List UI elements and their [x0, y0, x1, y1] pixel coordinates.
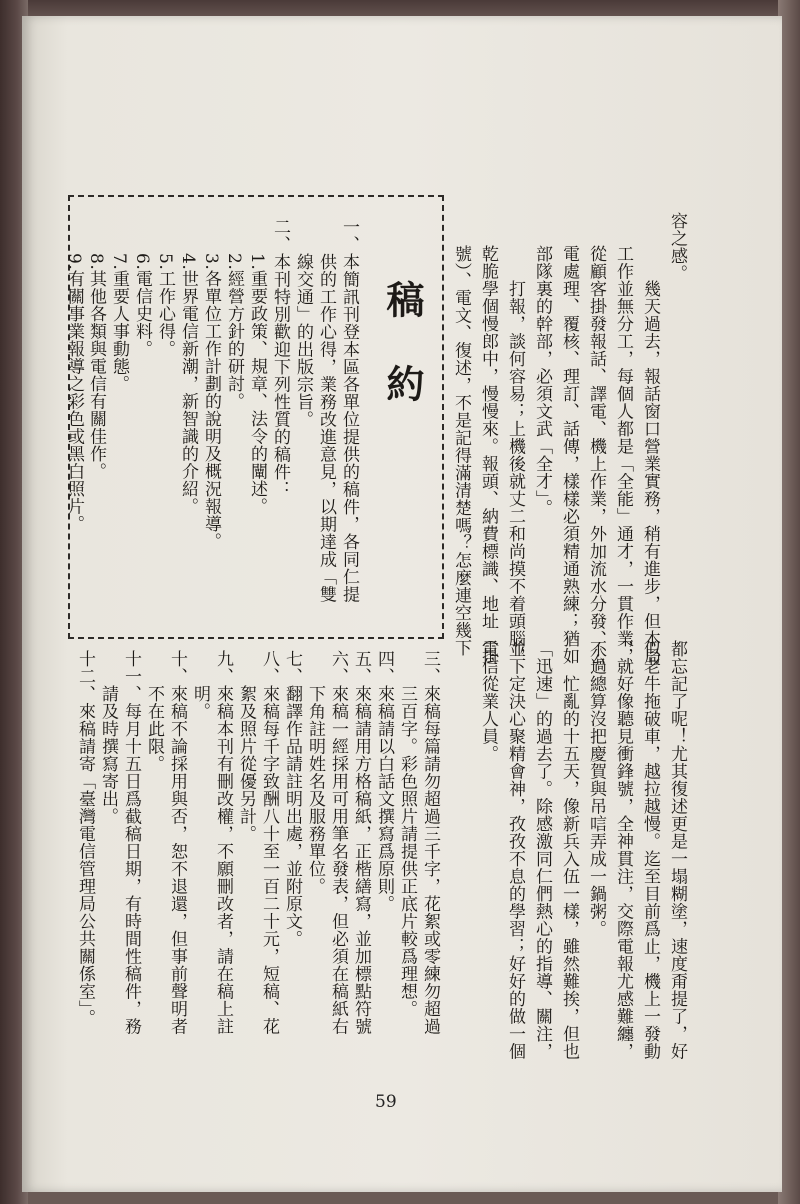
text-column: 8.其他各類與電信有關佳作。: [86, 218, 106, 481]
text-column: 幾天過去，報話窗口營業實務，稍有進步，但本局: [640, 245, 660, 665]
text-column: ，就好像聽見衝鋒號，全神貫注，交際電報尤感難纏，: [613, 640, 633, 1060]
text-column: 並下定決心聚精會神，孜孜不息的學習；好好的做一個: [505, 640, 525, 1060]
text-column: 9.有關事業報導之彩色或黑白照片。: [64, 218, 84, 533]
text-column: 三、來稿每篇請勿超過三千字，花絮或零練勿超過: [420, 650, 440, 1035]
text-column: 乾脆學個慢郎中，慢慢來。報頭、納費標識、地址（掛: [478, 245, 498, 665]
text-column: 6.電信史料。: [132, 218, 152, 358]
text-column: 線交通」的出版宗旨。: [293, 218, 313, 428]
text-column: 部隊裏的幹部，必須文武「全才」。: [532, 245, 552, 517]
text-column: 八、來稿每千字致酬八十至一百二十元，短稿、花: [259, 650, 279, 1035]
text-column: 7.重要人事動態。: [109, 218, 129, 393]
text-column: 打報，談何容易；上機後就丈二和尚摸不着頭腦，: [505, 245, 525, 665]
text-column: 工作並無分工，每個人都是「全能」通才，一貫作業，: [613, 245, 633, 665]
text-column: 號）、電文、復述，不是記得滿清楚嗎？怎麼連空幾下: [451, 245, 471, 657]
text-column: 三百字。彩色照片請提供正底片較爲理想。: [397, 650, 417, 1018]
text-column: 十一、每月十五日爲截稿日期，有時間性稿件，務: [121, 650, 141, 1035]
text-column: 下角註明姓名及服務單位。: [305, 650, 325, 895]
text-column: 明。: [190, 650, 210, 720]
notice-heading: 稿約: [380, 280, 425, 448]
text-column: 十、來稿不論採用與否，恕不退還，但事前聲明者: [167, 650, 187, 1035]
text-column: 忙亂的十五天，像新兵入伍一樣，雖然難挨，但也: [559, 640, 579, 1060]
text-column: 1.重要政策、規章、法令的闡述。: [247, 218, 267, 516]
text-column: 請及時撰寫寄出。: [98, 650, 118, 825]
page-number: 59: [375, 1092, 397, 1112]
text-column: 不在此限。: [144, 650, 164, 773]
text-column: 五、來稿請用方格稿紙，正楷繕寫，並加標點符號: [351, 650, 371, 1035]
text-column: 3.各單位工作計劃的說明及概況報導。: [201, 218, 221, 551]
text-column: 十二、來稿請寄「臺灣電信管理局公共關係室」。: [75, 650, 95, 1027]
text-column: 供的工作心得，業務改進意見，以期達成「雙: [316, 218, 336, 603]
text-column: 二、本刊特別歡迎下列性質的稿件：: [270, 218, 290, 498]
text-column: 絮及照片從優另計。: [236, 650, 256, 843]
text-column: 都忘記了呢！尤其復述更是一塌糊塗，速度甭提了，好: [667, 640, 687, 1060]
text-column: 九、來稿本刊有刪改權，不願刪改者，請在稿上註: [213, 650, 233, 1035]
text-column: 電信從業人員。: [478, 640, 498, 763]
text-column: 一、本簡訊刊登本區各單位提供的稿件，各同仁提: [339, 218, 359, 603]
text-column: 不過總算沒把慶賀與吊唁弄成一鍋粥。: [586, 640, 606, 938]
text-column: 「迅速」的過去了。除感激同仁們熱心的指導、關注，: [532, 640, 552, 1060]
text-column: 七、翻譯作品請註明出處，並附原文。: [282, 650, 302, 948]
text-column: 4.世界電信新潮，新智識的介紹。: [178, 218, 198, 516]
text-column: 電處理、覆核、理訂、話傳，樣樣必須精通熟練；猶如: [559, 245, 579, 665]
text-column: 從顧客掛發報話、譯電、機上作業，外加流水分發、公: [586, 245, 606, 665]
text-column: 5.工作心得。: [155, 218, 175, 358]
text-column: 四、來稿請以白話文撰寫爲原則。: [374, 650, 394, 913]
text-column: 六、來稿一經採用可用筆名發表，但必須在稿紙右: [328, 650, 348, 1035]
text-column: 似老牛拖破車，越拉越慢。迄至目前爲止，機上一發動: [640, 640, 660, 1060]
text-column: 2.經營方針的研討。: [224, 218, 244, 411]
text-column: 容之感。: [667, 212, 687, 282]
